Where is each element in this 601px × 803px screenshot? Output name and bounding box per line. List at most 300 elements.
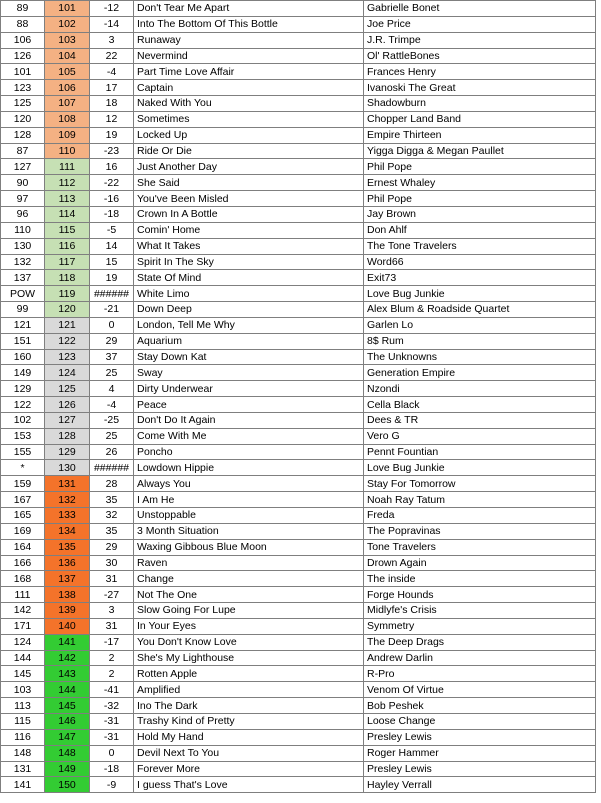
song-title-cell[interactable]: Not The One — [134, 587, 364, 603]
rank-change-cell[interactable]: 16 — [90, 159, 134, 175]
song-title-cell[interactable]: Just Another Day — [134, 159, 364, 175]
song-title-cell[interactable]: Sway — [134, 365, 364, 381]
previous-rank-cell[interactable]: POW — [1, 286, 45, 302]
artist-name-cell[interactable]: Joe Price — [364, 16, 596, 32]
table-row — [1, 270, 596, 286]
song-title-cell[interactable]: Come With Me — [134, 428, 364, 444]
song-title-cell[interactable]: You've Been Misled — [134, 191, 364, 207]
current-rank-cell[interactable]: 150 — [45, 777, 90, 793]
artist-name-cell[interactable]: Pennt Fountian — [364, 444, 596, 460]
rank-change-cell[interactable]: 19 — [90, 127, 134, 143]
current-rank-cell[interactable]: 107 — [45, 96, 90, 112]
song-title-cell[interactable]: Poncho — [134, 444, 364, 460]
previous-rank-cell[interactable]: 115 — [1, 713, 45, 729]
previous-rank-cell[interactable]: 155 — [1, 444, 45, 460]
previous-rank-cell[interactable]: 165 — [1, 508, 45, 524]
artist-name-cell[interactable]: Empire Thirteen — [364, 127, 596, 143]
rank-change-cell[interactable]: 0 — [90, 317, 134, 333]
table-row — [1, 349, 596, 365]
song-title-cell[interactable]: State Of Mind — [134, 270, 364, 286]
artist-name-cell[interactable]: Shadowburn — [364, 96, 596, 112]
previous-rank-cell[interactable]: 102 — [1, 412, 45, 428]
song-title-cell[interactable]: Ride Or Die — [134, 143, 364, 159]
rank-change-cell[interactable]: 0 — [90, 745, 134, 761]
song-title-cell[interactable]: London, Tell Me Why — [134, 317, 364, 333]
current-rank-cell[interactable]: 130 — [45, 460, 90, 476]
previous-rank-cell[interactable]: 151 — [1, 333, 45, 349]
table-row — [1, 698, 596, 714]
current-rank-cell[interactable]: 120 — [45, 302, 90, 318]
rank-change-cell[interactable]: ###### — [90, 460, 134, 476]
rank-change-cell[interactable]: -17 — [90, 634, 134, 650]
table-row — [1, 175, 596, 191]
previous-rank-cell[interactable]: 168 — [1, 571, 45, 587]
table-row — [1, 476, 596, 492]
artist-name-cell[interactable]: Love Bug Junkie — [364, 286, 596, 302]
current-rank-cell[interactable]: 139 — [45, 603, 90, 619]
table-row — [1, 492, 596, 508]
current-rank-cell[interactable]: 110 — [45, 143, 90, 159]
artist-name-cell[interactable]: Chopper Land Band — [364, 111, 596, 127]
current-rank-cell[interactable]: 137 — [45, 571, 90, 587]
previous-rank-cell[interactable]: 97 — [1, 191, 45, 207]
current-rank-cell[interactable]: 125 — [45, 381, 90, 397]
current-rank-cell[interactable]: 124 — [45, 365, 90, 381]
rank-change-cell[interactable]: -23 — [90, 143, 134, 159]
rank-change-cell[interactable]: -4 — [90, 64, 134, 80]
song-title-cell[interactable]: Forever More — [134, 761, 364, 777]
song-title-cell[interactable]: Devil Next To You — [134, 745, 364, 761]
previous-rank-cell[interactable]: 103 — [1, 682, 45, 698]
current-rank-cell[interactable]: 138 — [45, 587, 90, 603]
artist-name-cell[interactable]: Gabrielle Bonet — [364, 1, 596, 17]
previous-rank-cell[interactable]: 116 — [1, 729, 45, 745]
song-title-cell[interactable]: Comin' Home — [134, 222, 364, 238]
rank-change-cell[interactable]: 25 — [90, 365, 134, 381]
table-row — [1, 745, 596, 761]
artist-name-cell[interactable]: Alex Blum & Roadside Quartet — [364, 302, 596, 318]
song-title-cell[interactable]: Part Time Love Affair — [134, 64, 364, 80]
artist-name-cell[interactable]: Presley Lewis — [364, 761, 596, 777]
current-rank-cell[interactable]: 116 — [45, 238, 90, 254]
artist-name-cell[interactable]: Love Bug Junkie — [364, 460, 596, 476]
previous-rank-cell[interactable]: 131 — [1, 761, 45, 777]
previous-rank-cell[interactable]: 126 — [1, 48, 45, 64]
table-row — [1, 444, 596, 460]
song-title-cell[interactable]: Nevermind — [134, 48, 364, 64]
rank-change-cell[interactable]: 2 — [90, 666, 134, 682]
previous-rank-cell[interactable]: 96 — [1, 206, 45, 222]
rank-change-cell[interactable]: -27 — [90, 587, 134, 603]
current-rank-cell[interactable]: 140 — [45, 618, 90, 634]
previous-rank-cell[interactable]: 167 — [1, 492, 45, 508]
previous-rank-cell[interactable]: 141 — [1, 777, 45, 793]
previous-rank-cell[interactable]: 90 — [1, 175, 45, 191]
artist-name-cell[interactable]: The Unknowns — [364, 349, 596, 365]
table-row — [1, 761, 596, 777]
rank-change-cell[interactable]: 29 — [90, 539, 134, 555]
rank-change-cell[interactable]: -21 — [90, 302, 134, 318]
artist-name-cell[interactable]: Garlen Lo — [364, 317, 596, 333]
table-row — [1, 127, 596, 143]
table-row — [1, 618, 596, 634]
table-row — [1, 254, 596, 270]
song-title-cell[interactable]: You Don't Know Love — [134, 634, 364, 650]
previous-rank-cell[interactable]: 123 — [1, 80, 45, 96]
rank-change-cell[interactable]: 28 — [90, 476, 134, 492]
rank-change-cell[interactable]: 18 — [90, 96, 134, 112]
song-title-cell[interactable]: Slow Going For Lupe — [134, 603, 364, 619]
artist-name-cell[interactable]: J.R. Trimpe — [364, 32, 596, 48]
song-title-cell[interactable]: Naked With You — [134, 96, 364, 112]
song-title-cell[interactable]: Trashy Kind of Pretty — [134, 713, 364, 729]
artist-name-cell[interactable]: The inside — [364, 571, 596, 587]
current-rank-cell[interactable]: 147 — [45, 729, 90, 745]
artist-name-cell[interactable]: Drown Again — [364, 555, 596, 571]
previous-rank-cell[interactable]: 88 — [1, 16, 45, 32]
artist-name-cell[interactable]: Cella Black — [364, 397, 596, 413]
table-row — [1, 555, 596, 571]
artist-name-cell[interactable]: Ernest Whaley — [364, 175, 596, 191]
artist-name-cell[interactable]: Symmetry — [364, 618, 596, 634]
song-title-cell[interactable]: Down Deep — [134, 302, 364, 318]
previous-rank-cell[interactable]: 148 — [1, 745, 45, 761]
previous-rank-cell[interactable]: 127 — [1, 159, 45, 175]
song-title-cell[interactable]: Don't Do It Again — [134, 412, 364, 428]
song-title-cell[interactable]: Crown In A Bottle — [134, 206, 364, 222]
table-row — [1, 111, 596, 127]
song-title-cell[interactable]: Sometimes — [134, 111, 364, 127]
artist-name-cell[interactable]: Frances Henry — [364, 64, 596, 80]
current-rank-cell[interactable]: 146 — [45, 713, 90, 729]
song-title-cell[interactable]: Amplified — [134, 682, 364, 698]
rank-change-cell[interactable]: -31 — [90, 713, 134, 729]
previous-rank-cell[interactable]: 137 — [1, 270, 45, 286]
table-row — [1, 48, 596, 64]
table-row — [1, 302, 596, 318]
current-rank-cell[interactable]: 122 — [45, 333, 90, 349]
current-rank-cell[interactable]: 118 — [45, 270, 90, 286]
rank-change-cell[interactable]: -4 — [90, 397, 134, 413]
artist-name-cell[interactable]: Hayley Verrall — [364, 777, 596, 793]
rank-change-cell[interactable]: 32 — [90, 508, 134, 524]
rank-change-cell[interactable]: 25 — [90, 428, 134, 444]
song-title-cell[interactable]: Hold My Hand — [134, 729, 364, 745]
song-title-cell[interactable]: Ino The Dark — [134, 698, 364, 714]
table-row — [1, 286, 596, 302]
table-row — [1, 159, 596, 175]
table-row — [1, 381, 596, 397]
previous-rank-cell[interactable]: 169 — [1, 523, 45, 539]
song-title-cell[interactable]: 3 Month Situation — [134, 523, 364, 539]
table-row — [1, 80, 596, 96]
current-rank-cell[interactable]: 141 — [45, 634, 90, 650]
rank-change-cell[interactable]: -12 — [90, 1, 134, 17]
artist-name-cell[interactable]: Generation Empire — [364, 365, 596, 381]
current-rank-cell[interactable]: 149 — [45, 761, 90, 777]
table-row — [1, 587, 596, 603]
table-row — [1, 32, 596, 48]
table-row — [1, 603, 596, 619]
rank-change-cell[interactable]: 12 — [90, 111, 134, 127]
rank-change-cell[interactable]: -32 — [90, 698, 134, 714]
previous-rank-cell[interactable]: 124 — [1, 634, 45, 650]
song-title-cell[interactable]: Spirit In The Sky — [134, 254, 364, 270]
table-row — [1, 460, 596, 476]
song-title-cell[interactable]: She's My Lighthouse — [134, 650, 364, 666]
song-title-cell[interactable]: I guess That's Love — [134, 777, 364, 793]
song-title-cell[interactable]: White Limo — [134, 286, 364, 302]
rank-change-cell[interactable]: -5 — [90, 222, 134, 238]
previous-rank-cell[interactable]: 99 — [1, 302, 45, 318]
song-title-cell[interactable]: Don't Tear Me Apart — [134, 1, 364, 17]
table-row — [1, 729, 596, 745]
artist-name-cell[interactable]: Noah Ray Tatum — [364, 492, 596, 508]
previous-rank-cell[interactable]: 89 — [1, 1, 45, 17]
current-rank-cell[interactable]: 115 — [45, 222, 90, 238]
current-rank-cell[interactable]: 126 — [45, 397, 90, 413]
table-row — [1, 539, 596, 555]
table-row — [1, 238, 596, 254]
previous-rank-cell[interactable]: 160 — [1, 349, 45, 365]
current-rank-cell[interactable]: 133 — [45, 508, 90, 524]
current-rank-cell[interactable]: 131 — [45, 476, 90, 492]
table-row — [1, 428, 596, 444]
song-title-cell[interactable]: She Said — [134, 175, 364, 191]
table-row — [1, 777, 596, 793]
previous-rank-cell[interactable]: 122 — [1, 397, 45, 413]
table-row — [1, 412, 596, 428]
table-row — [1, 666, 596, 682]
rank-change-cell[interactable]: -18 — [90, 761, 134, 777]
current-rank-cell[interactable]: 104 — [45, 48, 90, 64]
song-title-cell[interactable]: Unstoppable — [134, 508, 364, 524]
previous-rank-cell[interactable]: * — [1, 460, 45, 476]
table-row — [1, 191, 596, 207]
song-title-cell[interactable]: Lowdown Hippie — [134, 460, 364, 476]
rank-change-cell[interactable]: 19 — [90, 270, 134, 286]
artist-name-cell[interactable]: Venom Of Virtue — [364, 682, 596, 698]
current-rank-cell[interactable]: 119 — [45, 286, 90, 302]
artist-name-cell[interactable]: Bob Peshek — [364, 698, 596, 714]
current-rank-cell[interactable]: 109 — [45, 127, 90, 143]
table-row — [1, 713, 596, 729]
artist-name-cell[interactable]: Stay For Tomorrow — [364, 476, 596, 492]
current-rank-cell[interactable]: 112 — [45, 175, 90, 191]
artist-name-cell[interactable]: Phil Pope — [364, 159, 596, 175]
song-title-cell[interactable]: Waxing Gibbous Blue Moon — [134, 539, 364, 555]
song-title-cell[interactable]: What It Takes — [134, 238, 364, 254]
rank-change-cell[interactable]: 35 — [90, 523, 134, 539]
song-title-cell[interactable]: Always You — [134, 476, 364, 492]
artist-name-cell[interactable]: Roger Hammer — [364, 745, 596, 761]
rank-change-cell[interactable]: 15 — [90, 254, 134, 270]
artist-name-cell[interactable]: Ivanoski The Great — [364, 80, 596, 96]
artist-name-cell[interactable]: The Tone Travelers — [364, 238, 596, 254]
artist-name-cell[interactable]: Freda — [364, 508, 596, 524]
rank-change-cell[interactable]: 37 — [90, 349, 134, 365]
artist-name-cell[interactable]: 8$ Rum — [364, 333, 596, 349]
rank-change-cell[interactable]: 17 — [90, 80, 134, 96]
rank-change-cell[interactable]: 2 — [90, 650, 134, 666]
previous-rank-cell[interactable]: 110 — [1, 222, 45, 238]
artist-name-cell[interactable]: Dees & TR — [364, 412, 596, 428]
table-row — [1, 16, 596, 32]
artist-name-cell[interactable]: Ol' RattleBones — [364, 48, 596, 64]
current-rank-cell[interactable]: 114 — [45, 206, 90, 222]
rank-change-cell[interactable]: -41 — [90, 682, 134, 698]
table-row — [1, 634, 596, 650]
current-rank-cell[interactable]: 143 — [45, 666, 90, 682]
rank-change-cell[interactable]: 14 — [90, 238, 134, 254]
song-title-cell[interactable]: Captain — [134, 80, 364, 96]
previous-rank-cell[interactable]: 111 — [1, 587, 45, 603]
current-rank-cell[interactable]: 123 — [45, 349, 90, 365]
previous-rank-cell[interactable]: 166 — [1, 555, 45, 571]
current-rank-cell[interactable]: 128 — [45, 428, 90, 444]
table-row — [1, 571, 596, 587]
artist-name-cell[interactable]: Loose Change — [364, 713, 596, 729]
song-title-cell[interactable]: Aquarium — [134, 333, 364, 349]
artist-name-cell[interactable]: R-Pro — [364, 666, 596, 682]
previous-rank-cell[interactable]: 128 — [1, 127, 45, 143]
artist-name-cell[interactable]: Jay Brown — [364, 206, 596, 222]
rank-change-cell[interactable]: 29 — [90, 333, 134, 349]
artist-name-cell[interactable]: Forge Hounds — [364, 587, 596, 603]
table-row — [1, 206, 596, 222]
song-title-cell[interactable]: In Your Eyes — [134, 618, 364, 634]
rank-change-cell[interactable]: 31 — [90, 618, 134, 634]
rank-change-cell[interactable]: 3 — [90, 32, 134, 48]
song-title-cell[interactable]: Into The Bottom Of This Bottle — [134, 16, 364, 32]
table-row — [1, 1, 596, 17]
current-rank-cell[interactable]: 106 — [45, 80, 90, 96]
artist-name-cell[interactable]: Word66 — [364, 254, 596, 270]
song-title-cell[interactable]: Change — [134, 571, 364, 587]
current-rank-cell[interactable]: 135 — [45, 539, 90, 555]
rank-change-cell[interactable]: -18 — [90, 206, 134, 222]
current-rank-cell[interactable]: 134 — [45, 523, 90, 539]
song-title-cell[interactable]: Raven — [134, 555, 364, 571]
table-body — [1, 1, 596, 793]
table-row — [1, 333, 596, 349]
rank-change-cell[interactable]: 30 — [90, 555, 134, 571]
table-row — [1, 64, 596, 80]
rank-change-cell[interactable]: 26 — [90, 444, 134, 460]
current-rank-cell[interactable]: 144 — [45, 682, 90, 698]
rank-change-cell[interactable]: 35 — [90, 492, 134, 508]
rank-change-cell[interactable]: 31 — [90, 571, 134, 587]
rank-change-cell[interactable]: -9 — [90, 777, 134, 793]
artist-name-cell[interactable]: The Popravinas — [364, 523, 596, 539]
current-rank-cell[interactable]: 105 — [45, 64, 90, 80]
previous-rank-cell[interactable]: 145 — [1, 666, 45, 682]
previous-rank-cell[interactable]: 121 — [1, 317, 45, 333]
current-rank-cell[interactable]: 129 — [45, 444, 90, 460]
table-row — [1, 682, 596, 698]
song-title-cell[interactable]: Peace — [134, 397, 364, 413]
table-row — [1, 397, 596, 413]
table-row — [1, 143, 596, 159]
previous-rank-cell[interactable]: 113 — [1, 698, 45, 714]
previous-rank-cell[interactable]: 129 — [1, 381, 45, 397]
rank-change-cell[interactable]: 4 — [90, 381, 134, 397]
current-rank-cell[interactable]: 132 — [45, 492, 90, 508]
previous-rank-cell[interactable]: 164 — [1, 539, 45, 555]
current-rank-cell[interactable]: 101 — [45, 1, 90, 17]
artist-name-cell[interactable]: The Deep Drags — [364, 634, 596, 650]
current-rank-cell[interactable]: 113 — [45, 191, 90, 207]
table-row — [1, 508, 596, 524]
song-title-cell[interactable]: Locked Up — [134, 127, 364, 143]
song-title-cell[interactable]: Dirty Underwear — [134, 381, 364, 397]
current-rank-cell[interactable]: 117 — [45, 254, 90, 270]
artist-name-cell[interactable]: Phil Pope — [364, 191, 596, 207]
current-rank-cell[interactable]: 148 — [45, 745, 90, 761]
rank-change-cell[interactable]: -31 — [90, 729, 134, 745]
rank-change-cell[interactable]: -25 — [90, 412, 134, 428]
current-rank-cell[interactable]: 121 — [45, 317, 90, 333]
previous-rank-cell[interactable]: 120 — [1, 111, 45, 127]
rank-change-cell[interactable]: -16 — [90, 191, 134, 207]
rank-change-cell[interactable]: ###### — [90, 286, 134, 302]
artist-name-cell[interactable]: Tone Travelers — [364, 539, 596, 555]
song-title-cell[interactable]: I Am He — [134, 492, 364, 508]
previous-rank-cell[interactable]: 159 — [1, 476, 45, 492]
current-rank-cell[interactable]: 145 — [45, 698, 90, 714]
current-rank-cell[interactable]: 102 — [45, 16, 90, 32]
current-rank-cell[interactable]: 111 — [45, 159, 90, 175]
artist-name-cell[interactable]: Nzondi — [364, 381, 596, 397]
artist-name-cell[interactable]: Don Ahlf — [364, 222, 596, 238]
rank-change-cell[interactable]: 3 — [90, 603, 134, 619]
song-title-cell[interactable]: Rotten Apple — [134, 666, 364, 682]
previous-rank-cell[interactable]: 101 — [1, 64, 45, 80]
current-rank-cell[interactable]: 142 — [45, 650, 90, 666]
previous-rank-cell[interactable]: 130 — [1, 238, 45, 254]
previous-rank-cell[interactable]: 144 — [1, 650, 45, 666]
previous-rank-cell[interactable]: 171 — [1, 618, 45, 634]
artist-name-cell[interactable]: Andrew Darlin — [364, 650, 596, 666]
table-row — [1, 222, 596, 238]
current-rank-cell[interactable]: 103 — [45, 32, 90, 48]
previous-rank-cell[interactable]: 87 — [1, 143, 45, 159]
table-row — [1, 317, 596, 333]
artist-name-cell[interactable]: Vero G — [364, 428, 596, 444]
table-row — [1, 650, 596, 666]
rank-change-cell[interactable]: 22 — [90, 48, 134, 64]
previous-rank-cell[interactable]: 142 — [1, 603, 45, 619]
rank-change-cell[interactable]: -22 — [90, 175, 134, 191]
current-rank-cell[interactable]: 136 — [45, 555, 90, 571]
song-title-cell[interactable]: Stay Down Kat — [134, 349, 364, 365]
table-row — [1, 96, 596, 112]
artist-name-cell[interactable]: Presley Lewis — [364, 729, 596, 745]
artist-name-cell[interactable]: Midlyfe's Crisis — [364, 603, 596, 619]
artist-name-cell[interactable]: Exit73 — [364, 270, 596, 286]
previous-rank-cell[interactable]: 106 — [1, 32, 45, 48]
current-rank-cell[interactable]: 127 — [45, 412, 90, 428]
rank-change-cell[interactable]: -14 — [90, 16, 134, 32]
table-row — [1, 365, 596, 381]
previous-rank-cell[interactable]: 153 — [1, 428, 45, 444]
song-title-cell[interactable]: Runaway — [134, 32, 364, 48]
artist-name-cell[interactable]: Yigga Digga & Megan Paullet — [364, 143, 596, 159]
previous-rank-cell[interactable]: 132 — [1, 254, 45, 270]
current-rank-cell[interactable]: 108 — [45, 111, 90, 127]
previous-rank-cell[interactable]: 125 — [1, 96, 45, 112]
previous-rank-cell[interactable]: 149 — [1, 365, 45, 381]
